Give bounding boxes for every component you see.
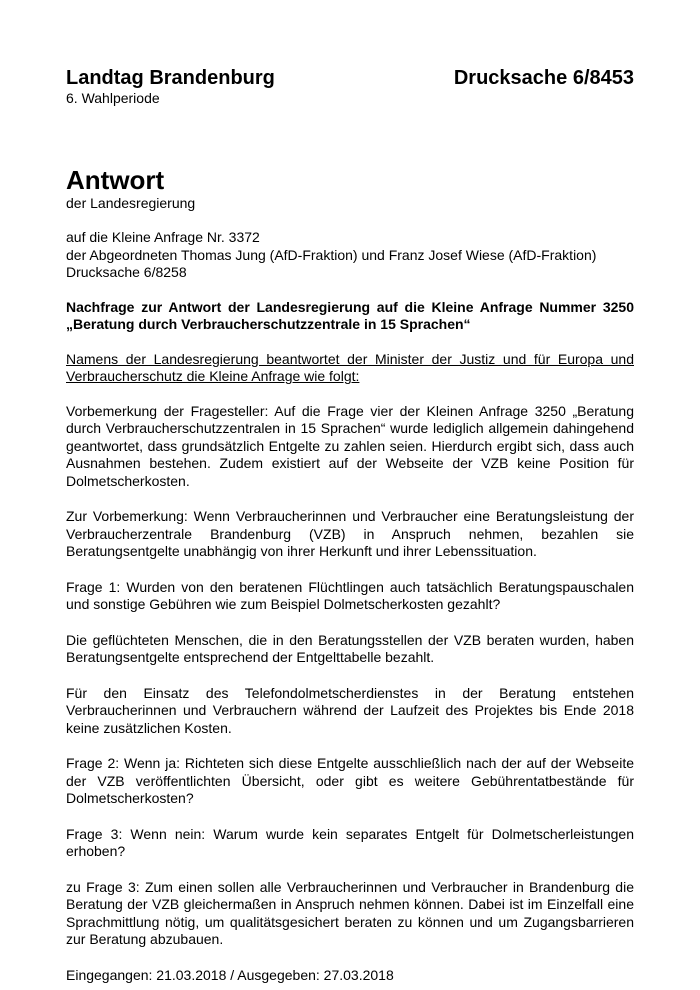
paragraph-question-3: Frage 3: Wenn nein: Warum wurde kein separates Entgelt für Dolmetscherleistungen erhoben? (66, 825, 634, 859)
parliament-title: Landtag Brandenburg (66, 67, 275, 89)
subject-heading: Nachfrage zur Antwort der Landesregierung auf die Kleine Anfrage Nummer 3250 „Beratung durch Verbraucherschutzzentrale in 15 Sprachen“ (66, 298, 634, 332)
paragraph-answer-preliminary: Zur Vorbemerkung: Wenn Verbraucherinnen und Verbraucher eine Beratungsleistung der Verbraucherzentrale Brandenburg (VZB) in Anspruch nehmen, bezahlen sie Beratungsentgelte unabhängig von ihrer Herkunft und ihrer Lebenssituation. (66, 508, 634, 559)
paragraph-answer-1a: Die geflüchteten Menschen, die in den Beratungsstellen der VZB beraten wurden, haben Beratungsentgelte entsprechend der Entgelttabelle bezahlt. (66, 631, 634, 665)
paragraph-answer-3: zu Frage 3: Zum einen sollen alle Verbraucherinnen und Verbraucher in Brandenburg die Beratung der VZB gleichermaßen in Anspruch nehmen können. Dabei ist im Einzelfall eine Sprachmittlung nötig, um qualitätsgesichert beraten zu können und um Zugangsbarrieren zur Beratung abzubauen. (66, 878, 634, 947)
document-page (66, 66, 634, 984)
paragraph-preliminary-remark: Vorbemerkung der Fragesteller: Auf die Frage vier der Kleinen Anfrage 3250 „Beratung durch Verbraucherschutzzentralen in 15 Sprachen“ wurde lediglich allgemein dahingehend geantwortet, dass grundsätzlich Entgelte zu zahlen seien. Hierdurch ergibt sich, dass auch Ausnahmen bestehen. Zudem existiert auf der Webseite der VZB keine Position für Dolmetscherkosten. (66, 402, 634, 489)
paragraph-question-1: Frage 1: Wurden von den beratenen Flüchtlingen auch tatsächlich Beratungspauschalen und sonstige Gebühren wie zum Beispiel Dolmetscherkosten gezahlt? (66, 578, 634, 612)
document-type-heading: Antwort (66, 165, 165, 195)
issuer: der Landesregierung (66, 195, 196, 211)
reference-members: der Abgeordneten Thomas Jung (AfD-Fraktion) und Franz Josef Wiese (AfD-Fraktion) (66, 246, 597, 263)
paragraph-answer-1b: Für den Einsatz des Telefondolmetscherdienstes in der Beratung entstehen Verbraucherinnen und Verbrauchern während der Laufzeit des Projektes bis Ende 2018 keine zusätzlichen Kosten. (66, 684, 634, 736)
paragraph-question-2: Frage 2: Wenn ja: Richteten sich diese Entgelte ausschließlich nach der auf der Webseite der VZB veröffentlichten Übersicht, oder gibt es weitere Gebührentatbestände für Dolmetscherkosten? (66, 755, 634, 806)
reference-printed-matter: Drucksache 6/8258 (66, 264, 187, 280)
legislative-period: 6. Wahlperiode (66, 90, 160, 106)
reference-block (66, 229, 634, 282)
document-header (66, 66, 634, 90)
answer-intro: Namens der Landesregierung beantwortet der Minister der Justiz und für Europa und Verbraucherschutz die Kleine Anfrage wie folgt: (66, 350, 634, 384)
document-number: Drucksache 6/8453 (453, 67, 634, 89)
reference-inquiry: auf die Kleine Anfrage Nr. 3372 (66, 229, 260, 245)
received-issued-dates: Eingegangen: 21.03.2018 / Ausgegeben: 27.03.2018 (66, 966, 394, 983)
